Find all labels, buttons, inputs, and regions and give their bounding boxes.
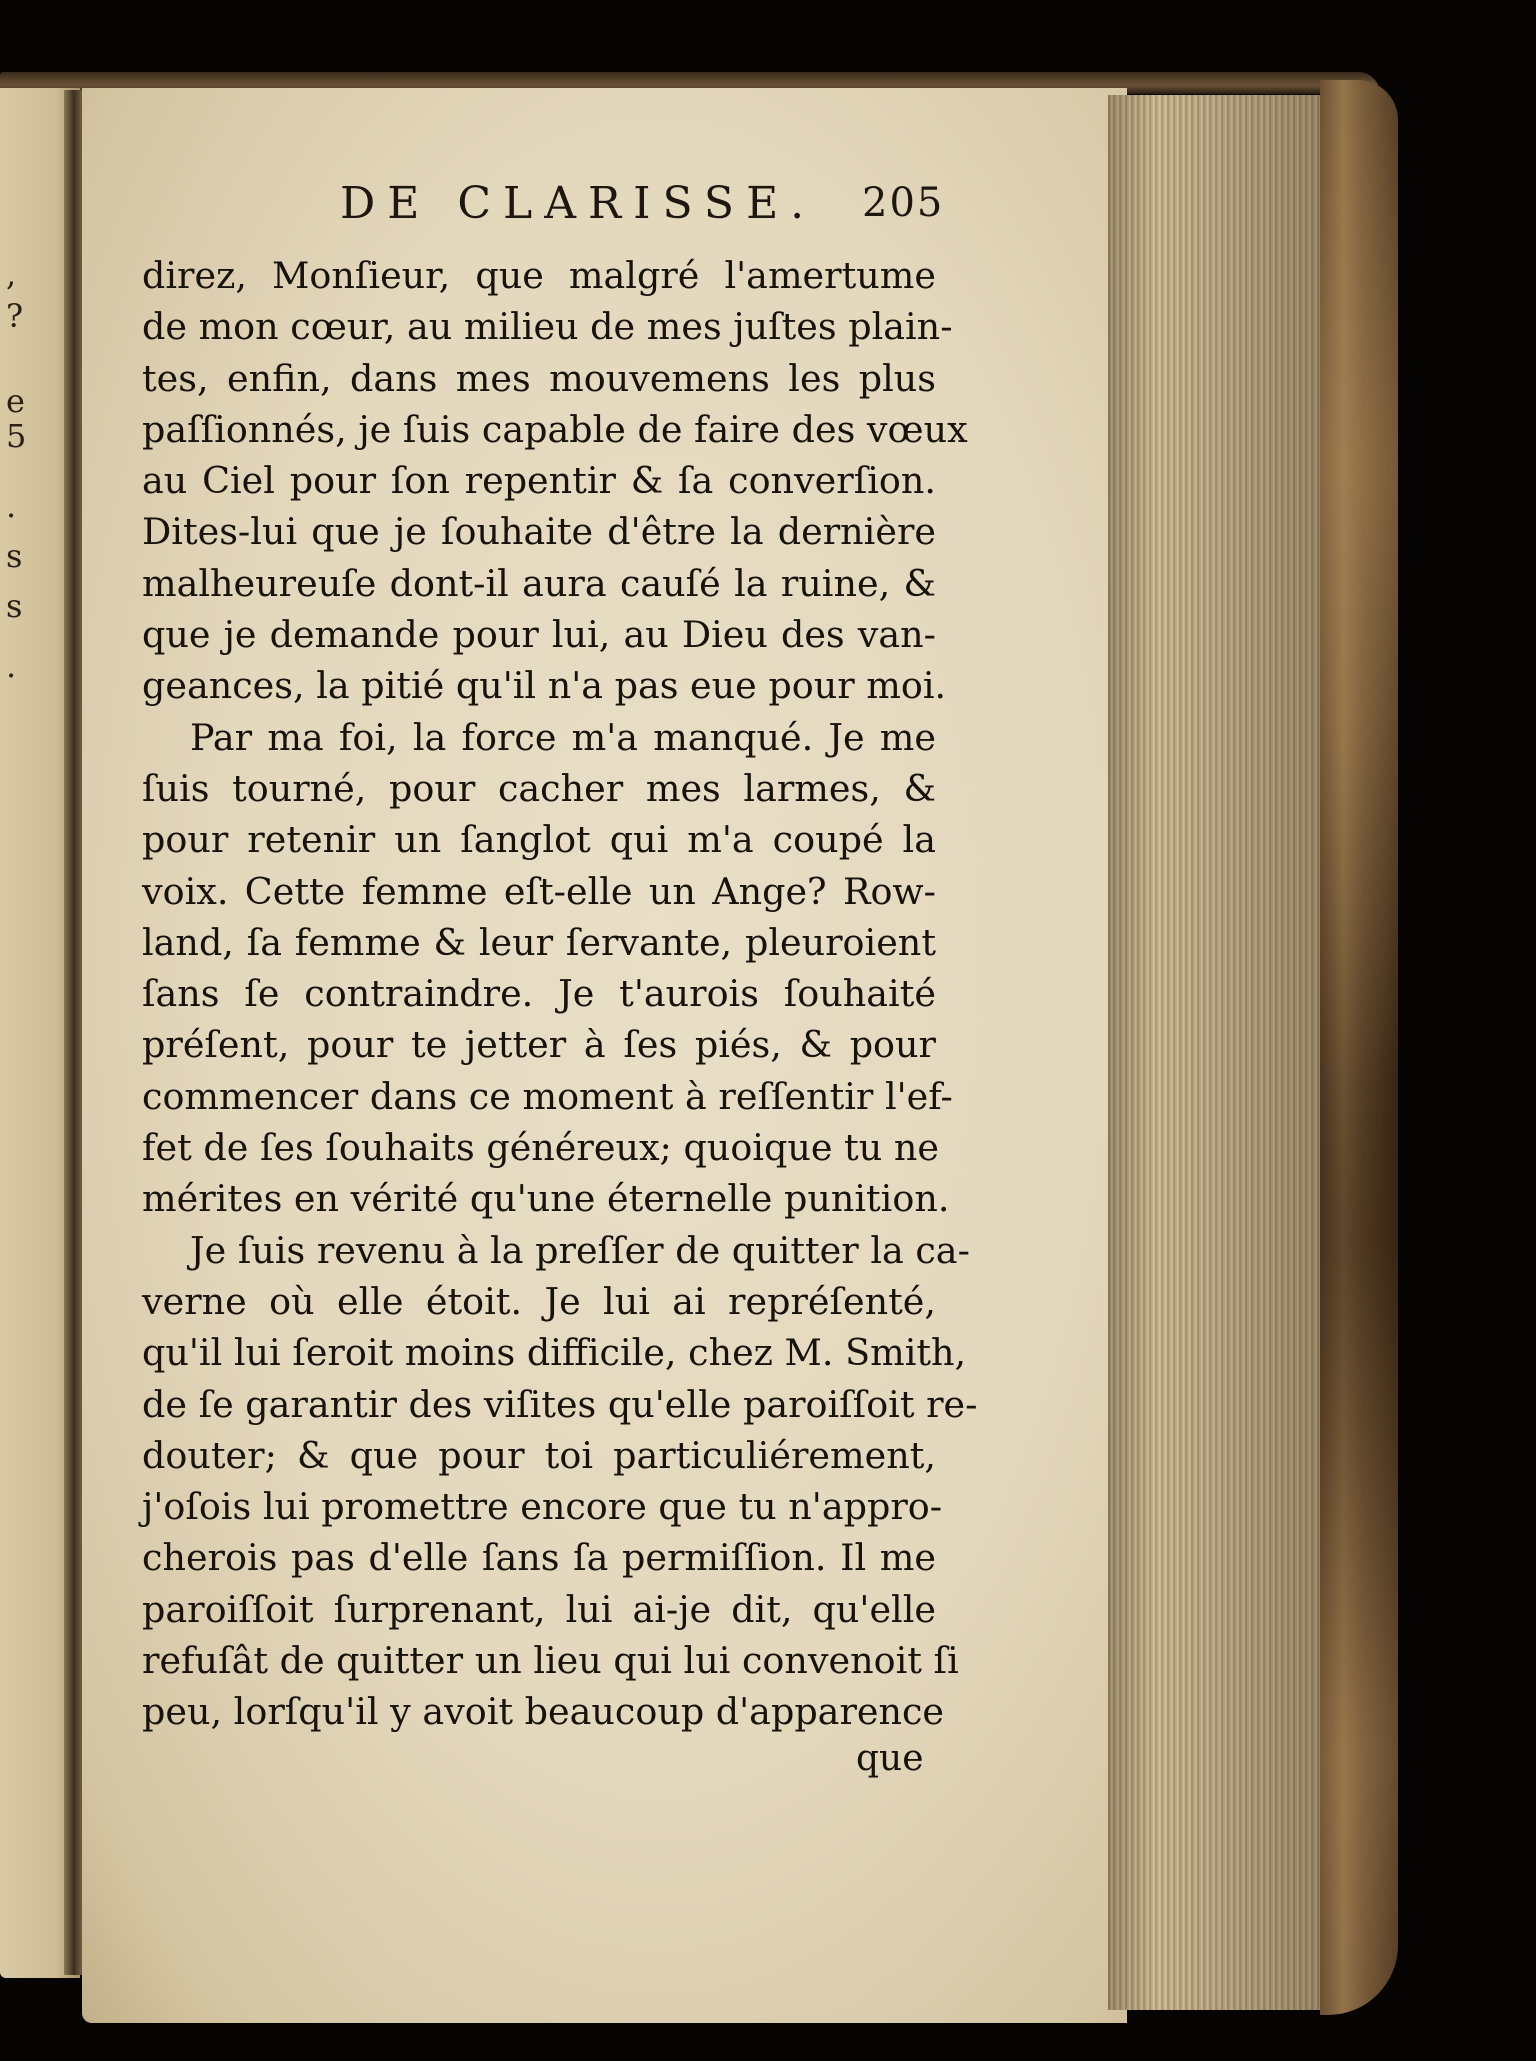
- page-number: 205: [862, 180, 945, 226]
- text-line: direz, Monſieur, que malgré l'amertume: [142, 254, 936, 297]
- text-line: malheureuſe dont-il aura cauſé la ruine, &: [142, 561, 936, 605]
- text-line: pour retenir un ſanglot qui m'a coupé la: [142, 818, 936, 862]
- text-line: qu'il lui ſeroit moins difficile, chez M. Smith,: [142, 1331, 967, 1375]
- text-line: ſans ſe contraindre. Je t'aurois ſouhaité: [142, 972, 936, 1016]
- text-line: cherois pas d'elle ſans ſa permiſſion. Il me: [142, 1536, 936, 1580]
- text-line: refuſât de quitter un lieu qui lui convenoit ſi: [142, 1639, 959, 1683]
- text-line: que je demande pour lui, au Dieu des van-: [142, 613, 936, 657]
- text-line: Dites-lui que je ſouhaite d'être la dernière: [142, 510, 936, 554]
- text-line: tes, enfin, dans mes mouvemens les plus: [142, 356, 936, 400]
- text-line: peu, lorſqu'il y avoit beaucoup d'apparence: [142, 1690, 945, 1734]
- text-line: fet de ſes ſouhaits généreux; quoique tu ne: [142, 1126, 939, 1170]
- text-line: Par ma foi, la force m'a manqué. Je me: [190, 715, 936, 759]
- book-spine-cover: [1320, 80, 1398, 2015]
- text-line: commencer dans ce moment à reſſentir l'ef-: [142, 1074, 953, 1118]
- page-fore-edge: [1108, 95, 1342, 2010]
- text-line: douter; & que pour toi particuliérement,: [142, 1433, 936, 1477]
- text-line: paſſionnés, je ſuis capable de faire des vœux: [142, 407, 968, 451]
- text-line: paroiſſoit ſurprenant, lui ai-je dit, qu'elle: [142, 1587, 936, 1631]
- text-line: de mon cœur, au milieu de mes juſtes plain-: [142, 305, 953, 349]
- text-line: préſent, pour te jetter à ſes piés, & pour: [142, 1023, 936, 1067]
- text-line: verne où elle étoit. Je lui ai repréſenté,: [142, 1279, 936, 1323]
- text-line: ſuis tourné, pour cacher mes larmes, &: [142, 766, 936, 810]
- text-line: geances, la pitié qu'il n'a pas eue pour moi.: [142, 664, 947, 708]
- running-head-title: DE CLARISSE.: [340, 178, 817, 229]
- text-line: de ſe garantir des viſites qu'elle paroiſſoit re-: [142, 1382, 978, 1426]
- text-line: au Ciel pour ſon repentir & ſa converſion.: [142, 459, 936, 503]
- text-line: mérites en vérité qu'une éternelle punition.: [142, 1177, 950, 1221]
- catchword: que: [856, 1738, 924, 1779]
- text-line: voix. Cette femme eſt-elle un Ange? Row-: [142, 869, 936, 913]
- text-line: j'oſois lui promettre encore que tu n'appro-: [142, 1485, 943, 1529]
- text-line: Je ſuis revenu à la preſſer de quitter la ca-: [190, 1228, 970, 1272]
- text-line: land, ſa femme & leur ſervante, pleuroient: [142, 920, 936, 964]
- body-text: [142, 250, 978, 1738]
